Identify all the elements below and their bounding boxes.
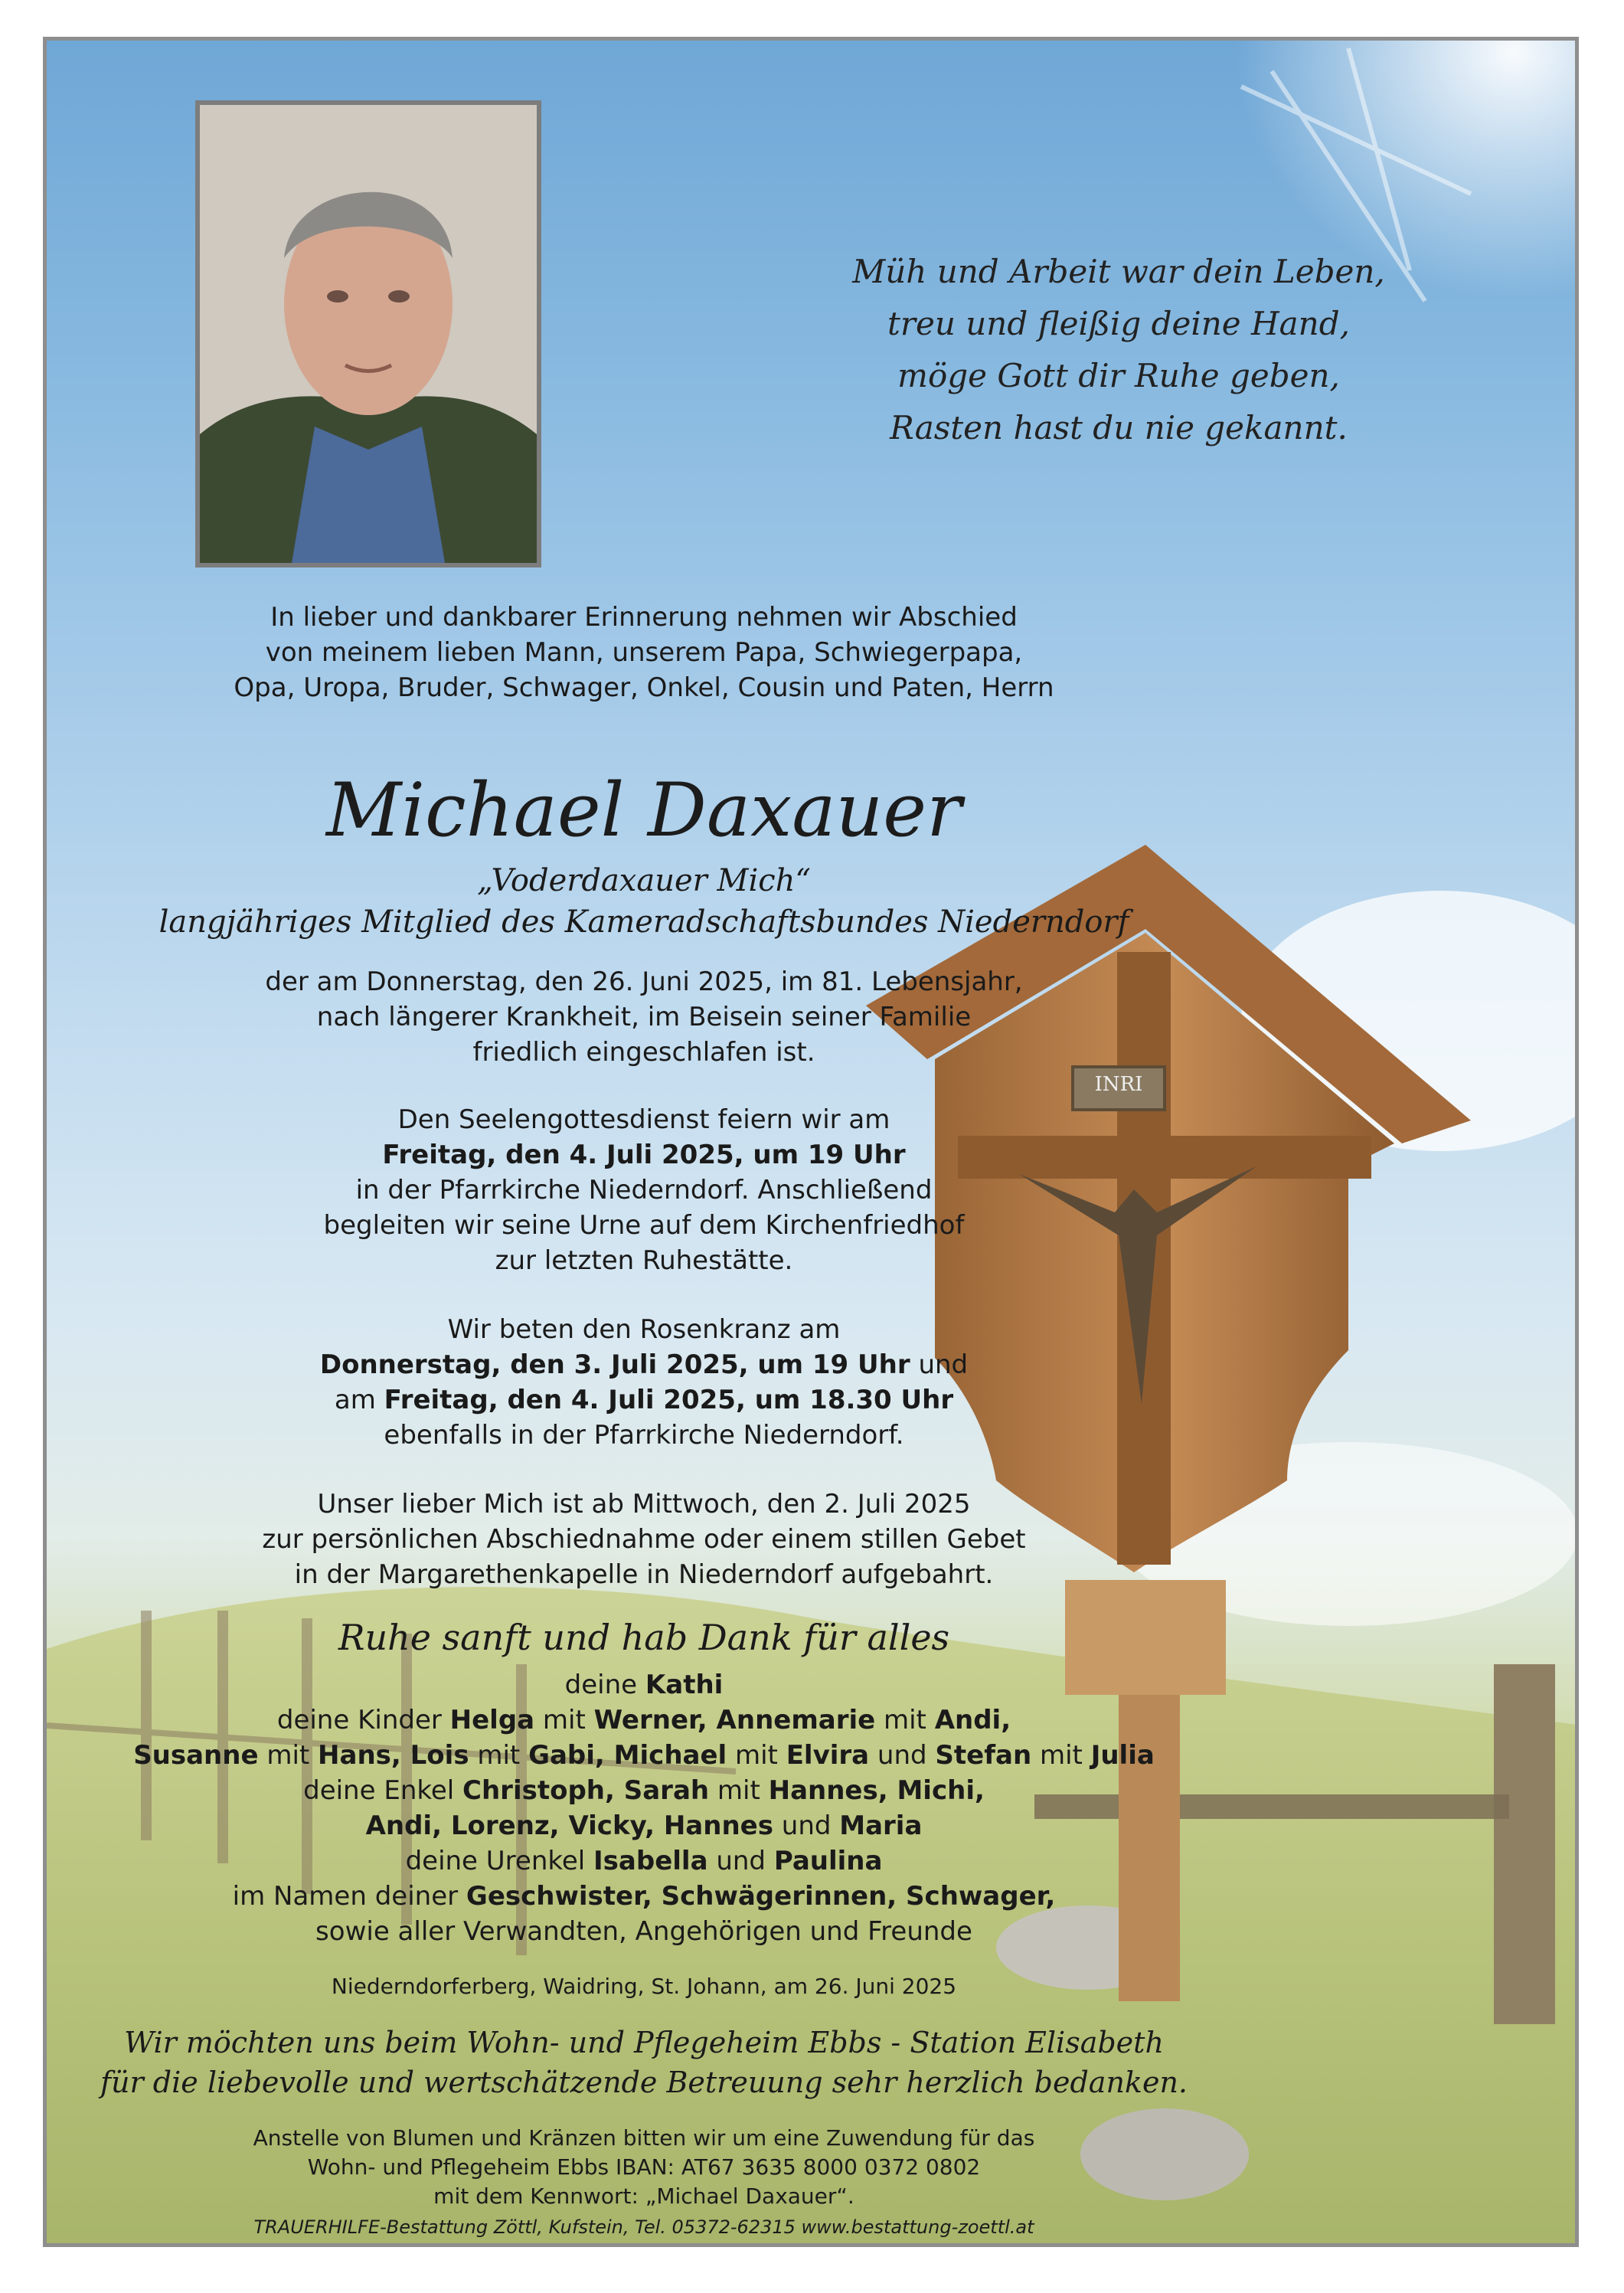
- rosary-line-date1: Donnerstag, den 3. Juli 2025, um 19 Uhr und: [319, 1349, 969, 1380]
- rosary-date-1: Donnerstag, den 3. Juli 2025, um 19 Uhr: [319, 1349, 910, 1380]
- funeral-home-footer: TRAUERHILFE-Bestattung Zöttl, Kufstein, Tel. 05372-62315 www.bestattung-zoettl.at: [253, 2216, 1034, 2238]
- family-line: deine Enkel Christoph, Sarah mit Hannes, Michi,: [303, 1775, 985, 1806]
- viewing-line: Unser lieber Mich ist ab Mittwoch, den 2. Juli 2025: [317, 1489, 971, 1519]
- intro-line: Opa, Uropa, Bruder, Schwager, Onkel, Cousin und Paten, Herrn: [234, 672, 1054, 703]
- family-line: deine Kinder Helga mit Werner, Annemarie mit Andi,: [276, 1705, 1011, 1735]
- rosary-info: [77, 1312, 1211, 1453]
- death-notice-line: der am Donnerstag, den 26. Juni 2025, im 81. Lebensjahr,: [265, 967, 1023, 997]
- poem-line: Müh und Arbeit war dein Leben,: [852, 253, 1385, 290]
- rosary-line: ebenfalls in der Pfarrkirche Niederndorf.: [384, 1420, 904, 1451]
- thanks-line: für die liebevolle und wertschätzende Betreuung sehr herzlich bedanken.: [100, 2066, 1188, 2099]
- mass-line: Den Seelengottesdienst feiern wir am: [397, 1104, 890, 1135]
- obituary-card: [43, 37, 1579, 2247]
- poem-line: Rasten hast du nie gekannt.: [890, 409, 1348, 446]
- viewing-line: zur persönlichen Abschiednahme oder einem stillen Gebet: [262, 1524, 1026, 1555]
- viewing-info: [77, 1487, 1211, 1592]
- donation-line: mit dem Kennwort: „Michael Daxauer“.: [433, 2183, 854, 2209]
- deceased-name: Michael Daxauer: [326, 767, 962, 853]
- death-notice-line: friedlich eingeschlafen ist.: [472, 1037, 815, 1068]
- inri-text: INRI: [1094, 1073, 1143, 1096]
- thanks-line: Wir möchten uns beim Wohn- und Pflegeheim Ebbs - Station Elisabeth: [124, 2026, 1164, 2059]
- death-notice: [77, 964, 1211, 1070]
- portrait-photo: [195, 100, 541, 568]
- rosary-line: Wir beten den Rosenkranz am: [447, 1314, 841, 1345]
- portrait-image: [200, 105, 537, 563]
- intro-text: [77, 600, 1211, 705]
- donation-line: Anstelle von Blumen und Kränzen bitten wir um eine Zuwendung für das: [253, 2125, 1035, 2151]
- farewell-line: Ruhe sanft und hab Dank für alles: [338, 1617, 950, 1658]
- mass-info: [77, 1102, 1211, 1278]
- family-line: im Namen deiner Geschwister, Schwägerinnen, Schwager,: [232, 1881, 1056, 1912]
- fence-post: [1494, 1664, 1555, 2024]
- poem-line: treu und fleißig deine Hand,: [887, 305, 1350, 342]
- family-line: Andi, Lorenz, Vicky, Hannes und Maria: [365, 1811, 923, 1841]
- place-date: Niederndorferberg, Waidring, St. Johann, am 26. Juni 2025: [331, 1974, 957, 1999]
- deceased-nickname: „Voderdaxauer Mich“: [477, 863, 811, 898]
- donation-text: [77, 2124, 1211, 2211]
- mass-date: Freitag, den 4. Juli 2025, um 19 Uhr: [382, 1140, 906, 1170]
- poem: [766, 246, 1471, 454]
- mass-line: zur letzten Ruhestätte.: [495, 1245, 793, 1276]
- family-line: deine Kathi: [564, 1670, 724, 1700]
- rosary-line-date2: am Freitag, den 4. Juli 2025, um 18.30 Uhr: [334, 1385, 954, 1415]
- viewing-line: in der Margarethenkapelle in Niederndorf aufgebahrt.: [294, 1559, 994, 1590]
- family-line: deine Urenkel Isabella und Paulina: [405, 1846, 883, 1876]
- family-line: sowie aller Verwandten, Angehörigen und Freunde: [315, 1916, 972, 1947]
- thanks-text: [77, 2023, 1211, 2102]
- deceased-membership: langjähriges Mitglied des Kameradschaftsbundes Niederndorf: [158, 904, 1129, 940]
- family-line: Susanne mit Hans, Lois mit Gabi, Michael mit Elvira und Stefan mit Julia: [133, 1740, 1155, 1771]
- mass-line: in der Pfarrkirche Niederndorf. Anschließend: [355, 1175, 933, 1205]
- intro-line: In lieber und dankbarer Erinnerung nehmen wir Abschied: [270, 602, 1018, 633]
- death-notice-line: nach längerer Krankheit, im Beisein seiner Familie: [316, 1002, 972, 1032]
- poem-line: möge Gott dir Ruhe geben,: [897, 357, 1340, 394]
- family-list: [62, 1667, 1226, 1949]
- intro-line: von meinem lieben Mann, unserem Papa, Schwiegerpapa,: [265, 637, 1023, 668]
- donation-line: Wohn- und Pflegeheim Ebbs IBAN: AT67 3635 8000 0372 0802: [307, 2154, 981, 2180]
- mass-line: begleiten wir seine Urne auf dem Kirchenfriedhof: [323, 1210, 965, 1241]
- rosary-date-2: Freitag, den 4. Juli 2025, um 18.30 Uhr: [384, 1385, 954, 1415]
